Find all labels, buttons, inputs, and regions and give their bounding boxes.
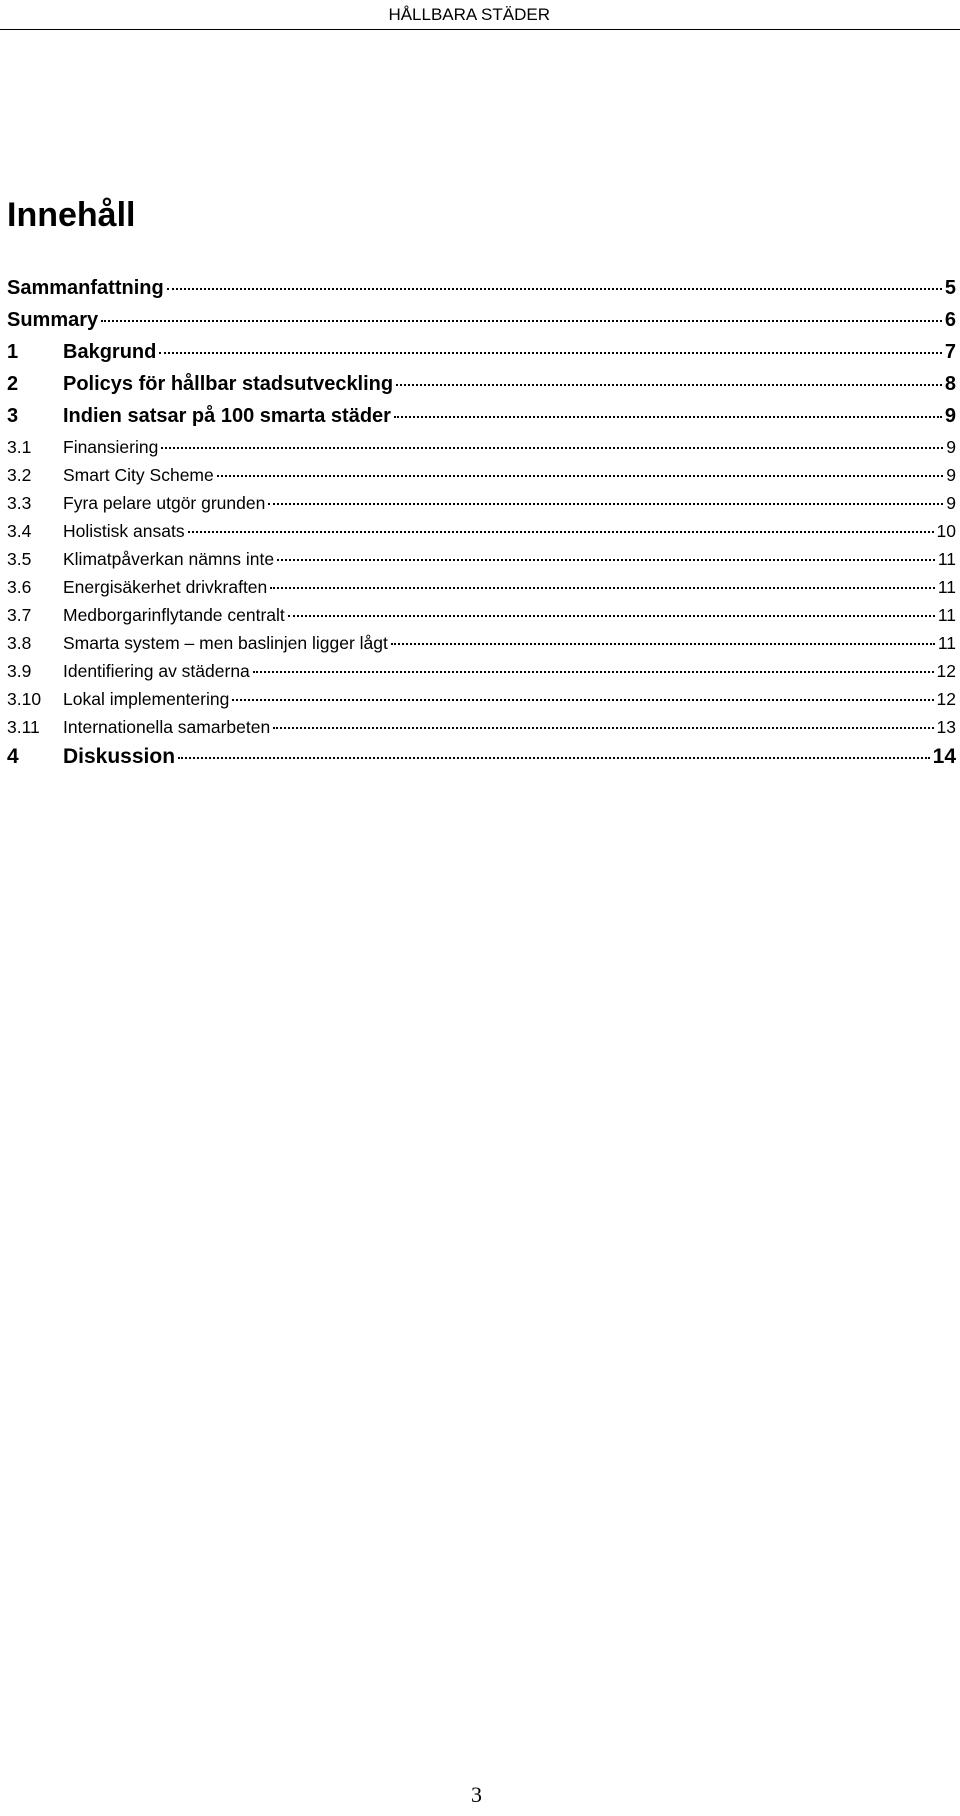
toc-entry-label: Fyra pelare utgör grunden — [63, 493, 266, 513]
toc-entry-3-1[interactable] — [7, 437, 956, 465]
table-of-contents — [7, 277, 956, 777]
dot-leader — [167, 288, 942, 290]
toc-entry-page: 7 — [944, 341, 956, 363]
dot-leader — [277, 559, 935, 561]
dot-leader — [268, 503, 943, 505]
toc-entry-3-4[interactable] — [7, 521, 956, 549]
toc-entry-page: 11 — [937, 605, 956, 625]
dot-leader — [391, 643, 935, 645]
toc-entry-page: 11 — [937, 577, 956, 597]
dot-leader — [273, 727, 933, 729]
toc-entry-page: 9 — [946, 493, 956, 513]
dot-leader — [394, 416, 942, 418]
toc-entry-3[interactable] — [7, 405, 956, 437]
toc-entry-number: 3.7 — [7, 605, 32, 625]
toc-entry-3-8[interactable] — [7, 633, 956, 661]
toc-entry-label: Holistisk ansats — [63, 521, 185, 541]
toc-entry-page: 12 — [936, 689, 956, 709]
toc-entry-2[interactable] — [7, 373, 956, 405]
dot-leader — [232, 699, 933, 701]
toc-entry-label: Policys för hållbar stadsutveckling — [63, 373, 394, 395]
toc-entry-label: Sammanfattning — [7, 277, 164, 299]
toc-entry-label: Summary — [7, 309, 99, 331]
dot-leader — [270, 587, 935, 589]
toc-entry-3-11[interactable] — [7, 717, 956, 745]
toc-entry-page: 13 — [936, 717, 956, 737]
toc-entry-3-3[interactable] — [7, 493, 956, 521]
toc-entry-number: 3.5 — [7, 549, 32, 569]
running-header: HÅLLBARA STÄDER — [388, 5, 550, 24]
toc-entry-number: 1 — [7, 341, 19, 363]
toc-entry-3-7[interactable] — [7, 605, 956, 633]
toc-entry-label: Identifiering av städerna — [63, 661, 250, 681]
toc-entry-label: Medborgarinflytande centralt — [63, 605, 285, 625]
toc-entry-3-10[interactable] — [7, 689, 956, 717]
toc-entry-3-2[interactable] — [7, 465, 956, 493]
toc-entry-page: 5 — [944, 277, 956, 299]
toc-entry-number: 3.6 — [7, 577, 32, 597]
toc-entry-number: 2 — [7, 373, 19, 395]
toc-entry-page: 9 — [946, 465, 956, 485]
dot-leader — [288, 615, 935, 617]
toc-entry-number: 4 — [7, 745, 19, 768]
toc-entry-number: 3.8 — [7, 633, 32, 653]
toc-entry-page: 12 — [936, 661, 956, 681]
page-number: 3 — [471, 1782, 482, 1807]
toc-entry-page: 8 — [944, 373, 956, 395]
toc-entry-label: Finansiering — [63, 437, 159, 457]
toc-entry-label: Smart City Scheme — [63, 465, 214, 485]
toc-entry-number: 3.3 — [7, 493, 32, 513]
dot-leader — [396, 384, 942, 386]
toc-entry-3-9[interactable] — [7, 661, 956, 689]
dot-leader — [159, 352, 942, 354]
dot-leader — [178, 757, 930, 759]
toc-entry-page: 9 — [946, 437, 956, 457]
toc-entry-number: 3.9 — [7, 661, 32, 681]
dot-leader — [101, 320, 942, 322]
toc-entry-number: 3.2 — [7, 465, 32, 485]
toc-entry-4[interactable] — [7, 745, 956, 777]
toc-entry-label: Klimatpåverkan nämns inte — [63, 549, 275, 569]
toc-entry-page: 10 — [936, 521, 956, 541]
toc-entry-3-6[interactable] — [7, 577, 956, 605]
toc-entry-label: Indien satsar på 100 smarta städer — [63, 405, 391, 427]
toc-entry-number: 3.10 — [7, 689, 42, 709]
toc-entry-1[interactable] — [7, 341, 956, 373]
toc-entry-page: 14 — [932, 745, 956, 768]
toc-entry-3-5[interactable] — [7, 549, 956, 577]
toc-entry-page: 6 — [944, 309, 956, 331]
toc-entry-number: 3.4 — [7, 521, 32, 541]
toc-entry-label: Bakgrund — [63, 341, 157, 363]
toc-entry-summary[interactable] — [7, 309, 956, 341]
toc-entry-label: Lokal implementering — [63, 689, 230, 709]
dot-leader — [188, 531, 934, 533]
toc-entry-sammanfattning[interactable] — [7, 277, 956, 309]
toc-entry-label: Energisäkerhet drivkraften — [63, 577, 268, 597]
toc-entry-number: 3.11 — [7, 717, 40, 737]
toc-entry-page: 11 — [937, 633, 956, 653]
toc-entry-page: 9 — [944, 405, 956, 427]
header-rule — [0, 29, 960, 30]
toc-title: Innehåll — [7, 196, 136, 234]
dot-leader — [253, 671, 934, 673]
dot-leader — [217, 475, 944, 477]
toc-entry-number: 3.1 — [7, 437, 32, 457]
dot-leader — [161, 447, 943, 449]
toc-entry-label: Smarta system – men baslinjen ligger lågt — [63, 633, 388, 653]
toc-entry-label: Internationella samarbeten — [63, 717, 271, 737]
toc-entry-page: 11 — [937, 549, 956, 569]
toc-entry-label: Diskussion — [63, 745, 176, 768]
toc-entry-number: 3 — [7, 405, 19, 427]
